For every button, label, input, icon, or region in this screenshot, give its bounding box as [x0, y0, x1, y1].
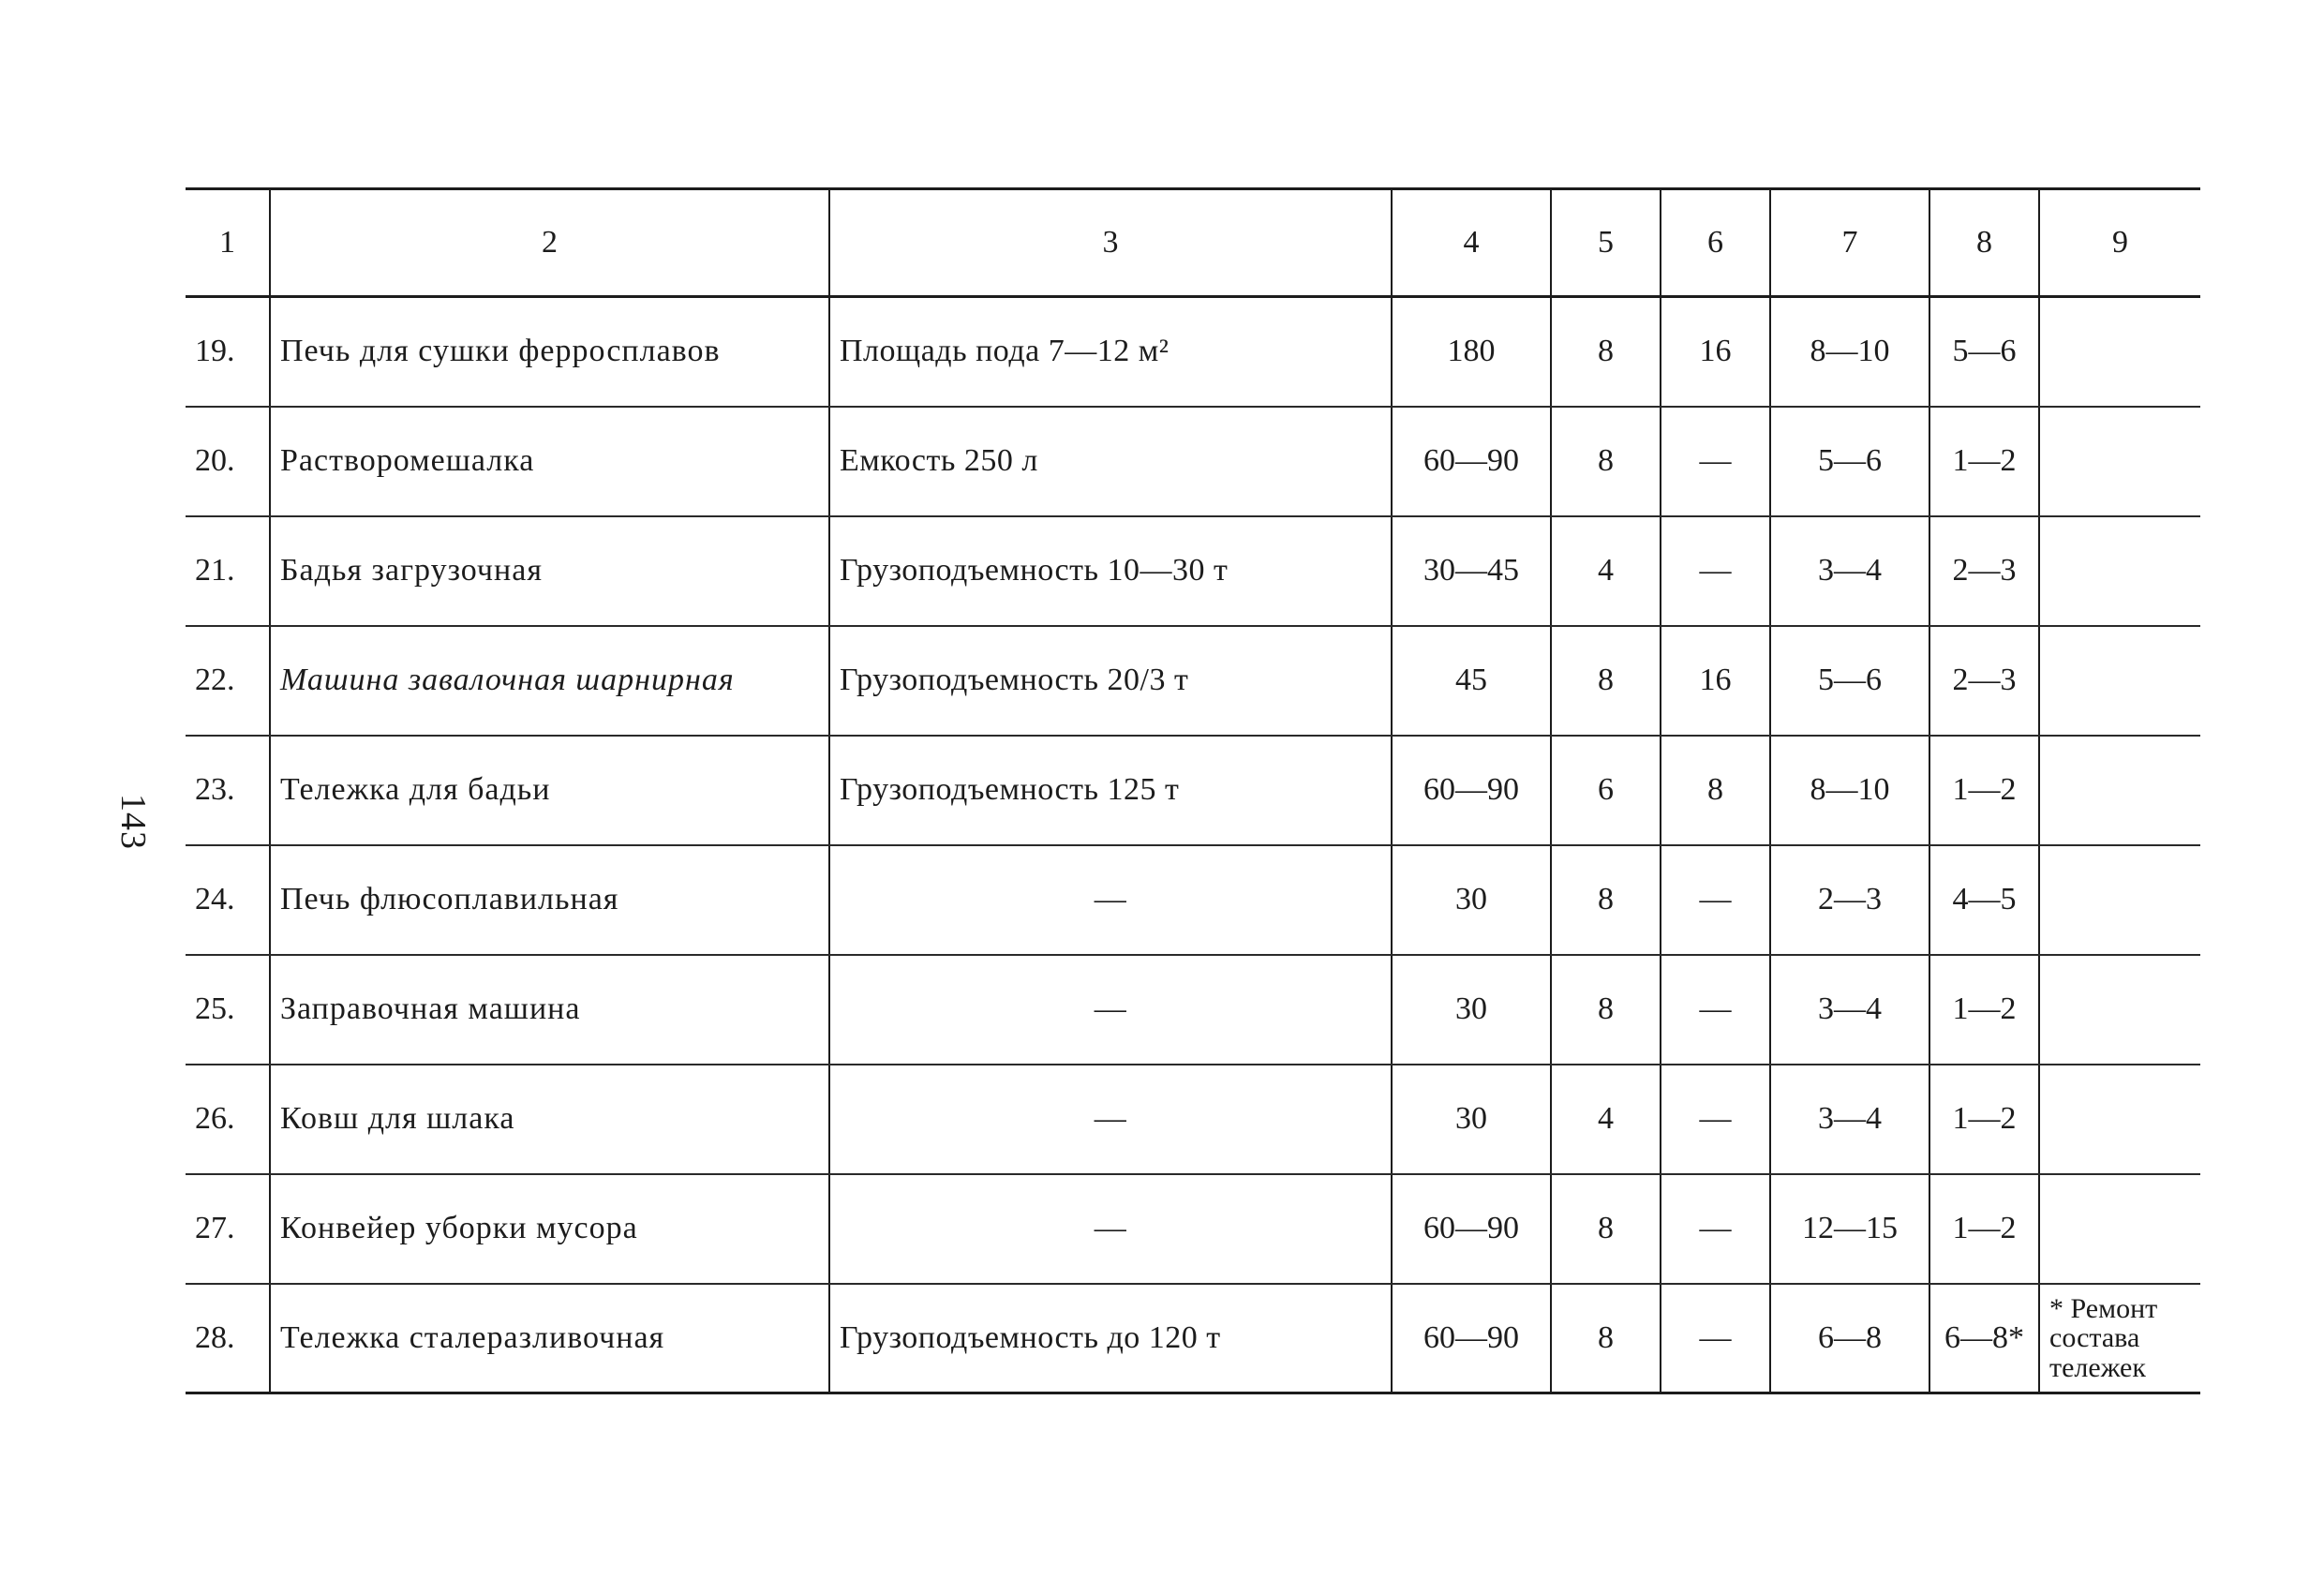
table-row [186, 1065, 2200, 1174]
row-number: 19. [186, 297, 270, 407]
table-row [186, 736, 2200, 845]
equipment-name: Растворомешалка [270, 407, 829, 516]
col-4-value: 180 [1392, 297, 1551, 407]
header-col-8: 8 [1929, 189, 2039, 297]
table-row [186, 955, 2200, 1065]
col-6-value: — [1661, 845, 1770, 955]
col-4-value: 30 [1392, 955, 1551, 1065]
col-6-value: — [1661, 955, 1770, 1065]
col-8-value: 5—6 [1929, 297, 2039, 407]
equipment-name: Тележка сталеразливочная [270, 1284, 829, 1393]
table-row [186, 407, 2200, 516]
row-number: 22. [186, 626, 270, 736]
col-8-value: 1—2 [1929, 407, 2039, 516]
equipment-name: Печь для сушки ферросплавов [270, 297, 829, 407]
col-5-value: 8 [1551, 1284, 1661, 1393]
equipment-name: Конвейер уборки мусора [270, 1174, 829, 1284]
col-6-value: — [1661, 1284, 1770, 1393]
col-7-value: 6—8 [1770, 1284, 1929, 1393]
col-7-value: 5—6 [1770, 407, 1929, 516]
col-6-value: — [1661, 1174, 1770, 1284]
col-7-value: 2—3 [1770, 845, 1929, 955]
equipment-spec: Грузоподъемность 20/3 т [829, 626, 1392, 736]
footnote-line: состава [2049, 1322, 2140, 1353]
footnote-line: тележек [2049, 1351, 2146, 1383]
repair-norms-table [186, 187, 2200, 1394]
col-6-value: — [1661, 407, 1770, 516]
row-number: 21. [186, 516, 270, 626]
col-8-value: 1—2 [1929, 1065, 2039, 1174]
col-7-value: 12—15 [1770, 1174, 1929, 1284]
equipment-spec: — [829, 955, 1392, 1065]
row-number: 28. [186, 1284, 270, 1393]
row-number: 27. [186, 1174, 270, 1284]
equipment-spec: Грузоподъемность 125 т [829, 736, 1392, 845]
footnote-line: * Ремонт [2049, 1292, 2158, 1324]
col-4-value: 60—90 [1392, 1284, 1551, 1393]
col-5-value: 4 [1551, 516, 1661, 626]
table-row [186, 626, 2200, 736]
note-cell [2039, 845, 2200, 955]
col-4-value: 45 [1392, 626, 1551, 736]
note-cell [2039, 736, 2200, 845]
col-6-value: 8 [1661, 736, 1770, 845]
col-6-value: — [1661, 1065, 1770, 1174]
note-cell [2039, 955, 2200, 1065]
equipment-name: Машина завалочная шарнирная [270, 626, 829, 736]
row-number: 25. [186, 955, 270, 1065]
table-row [186, 1284, 2200, 1393]
header-col-4: 4 [1392, 189, 1551, 297]
col-5-value: 8 [1551, 1174, 1661, 1284]
equipment-name: Ковш для шлака [270, 1065, 829, 1174]
col-7-value: 5—6 [1770, 626, 1929, 736]
note-cell [2039, 1065, 2200, 1174]
equipment-spec: — [829, 1065, 1392, 1174]
table-row [186, 845, 2200, 955]
row-number: 24. [186, 845, 270, 955]
col-5-value: 8 [1551, 845, 1661, 955]
col-4-value: 30—45 [1392, 516, 1551, 626]
col-7-value: 3—4 [1770, 516, 1929, 626]
header-col-9: 9 [2039, 189, 2200, 297]
col-8-value: 1—2 [1929, 1174, 2039, 1284]
row-number: 20. [186, 407, 270, 516]
header-row [186, 189, 2200, 297]
col-6-value: 16 [1661, 626, 1770, 736]
col-5-value: 8 [1551, 297, 1661, 407]
equipment-spec: — [829, 845, 1392, 955]
col-4-value: 30 [1392, 1065, 1551, 1174]
header-col-1: 1 [186, 189, 270, 297]
col-4-value: 30 [1392, 845, 1551, 955]
equipment-name: Бадья загрузочная [270, 516, 829, 626]
header-col-3: 3 [829, 189, 1392, 297]
footnote-note [2039, 1284, 2200, 1393]
table-row [186, 1174, 2200, 1284]
table-row [186, 297, 2200, 407]
note-cell [2039, 297, 2200, 407]
equipment-spec: Грузоподъемность 10—30 т [829, 516, 1392, 626]
col-5-value: 8 [1551, 407, 1661, 516]
col-8-value: 6—8* [1929, 1284, 2039, 1393]
note-cell [2039, 626, 2200, 736]
col-7-value: 3—4 [1770, 1065, 1929, 1174]
col-5-value: 4 [1551, 1065, 1661, 1174]
col-5-value: 8 [1551, 626, 1661, 736]
note-cell [2039, 407, 2200, 516]
equipment-spec: Емкость 250 л [829, 407, 1392, 516]
note-cell [2039, 1174, 2200, 1284]
col-8-value: 1—2 [1929, 736, 2039, 845]
col-7-value: 8—10 [1770, 736, 1929, 845]
table-row [186, 516, 2200, 626]
note-cell [2039, 516, 2200, 626]
col-6-value: 16 [1661, 297, 1770, 407]
page-number: 143 [113, 794, 153, 850]
equipment-spec: — [829, 1174, 1392, 1284]
header-col-6: 6 [1661, 189, 1770, 297]
row-number: 26. [186, 1065, 270, 1174]
col-4-value: 60—90 [1392, 1174, 1551, 1284]
col-7-value: 8—10 [1770, 297, 1929, 407]
header-col-5: 5 [1551, 189, 1661, 297]
col-4-value: 60—90 [1392, 736, 1551, 845]
col-6-value: — [1661, 516, 1770, 626]
col-4-value: 60—90 [1392, 407, 1551, 516]
col-8-value: 1—2 [1929, 955, 2039, 1065]
equipment-spec: Грузоподъемность до 120 т [829, 1284, 1392, 1393]
equipment-spec: Площадь пода 7—12 м² [829, 297, 1392, 407]
col-5-value: 8 [1551, 955, 1661, 1065]
equipment-name: Печь флюсоплавильная [270, 845, 829, 955]
equipment-name: Тележка для бадьи [270, 736, 829, 845]
col-8-value: 2—3 [1929, 626, 2039, 736]
col-8-value: 4—5 [1929, 845, 2039, 955]
col-7-value: 3—4 [1770, 955, 1929, 1065]
col-5-value: 6 [1551, 736, 1661, 845]
header-col-2: 2 [270, 189, 829, 297]
header-col-7: 7 [1770, 189, 1929, 297]
row-number: 23. [186, 736, 270, 845]
equipment-name: Заправочная машина [270, 955, 829, 1065]
col-8-value: 2—3 [1929, 516, 2039, 626]
